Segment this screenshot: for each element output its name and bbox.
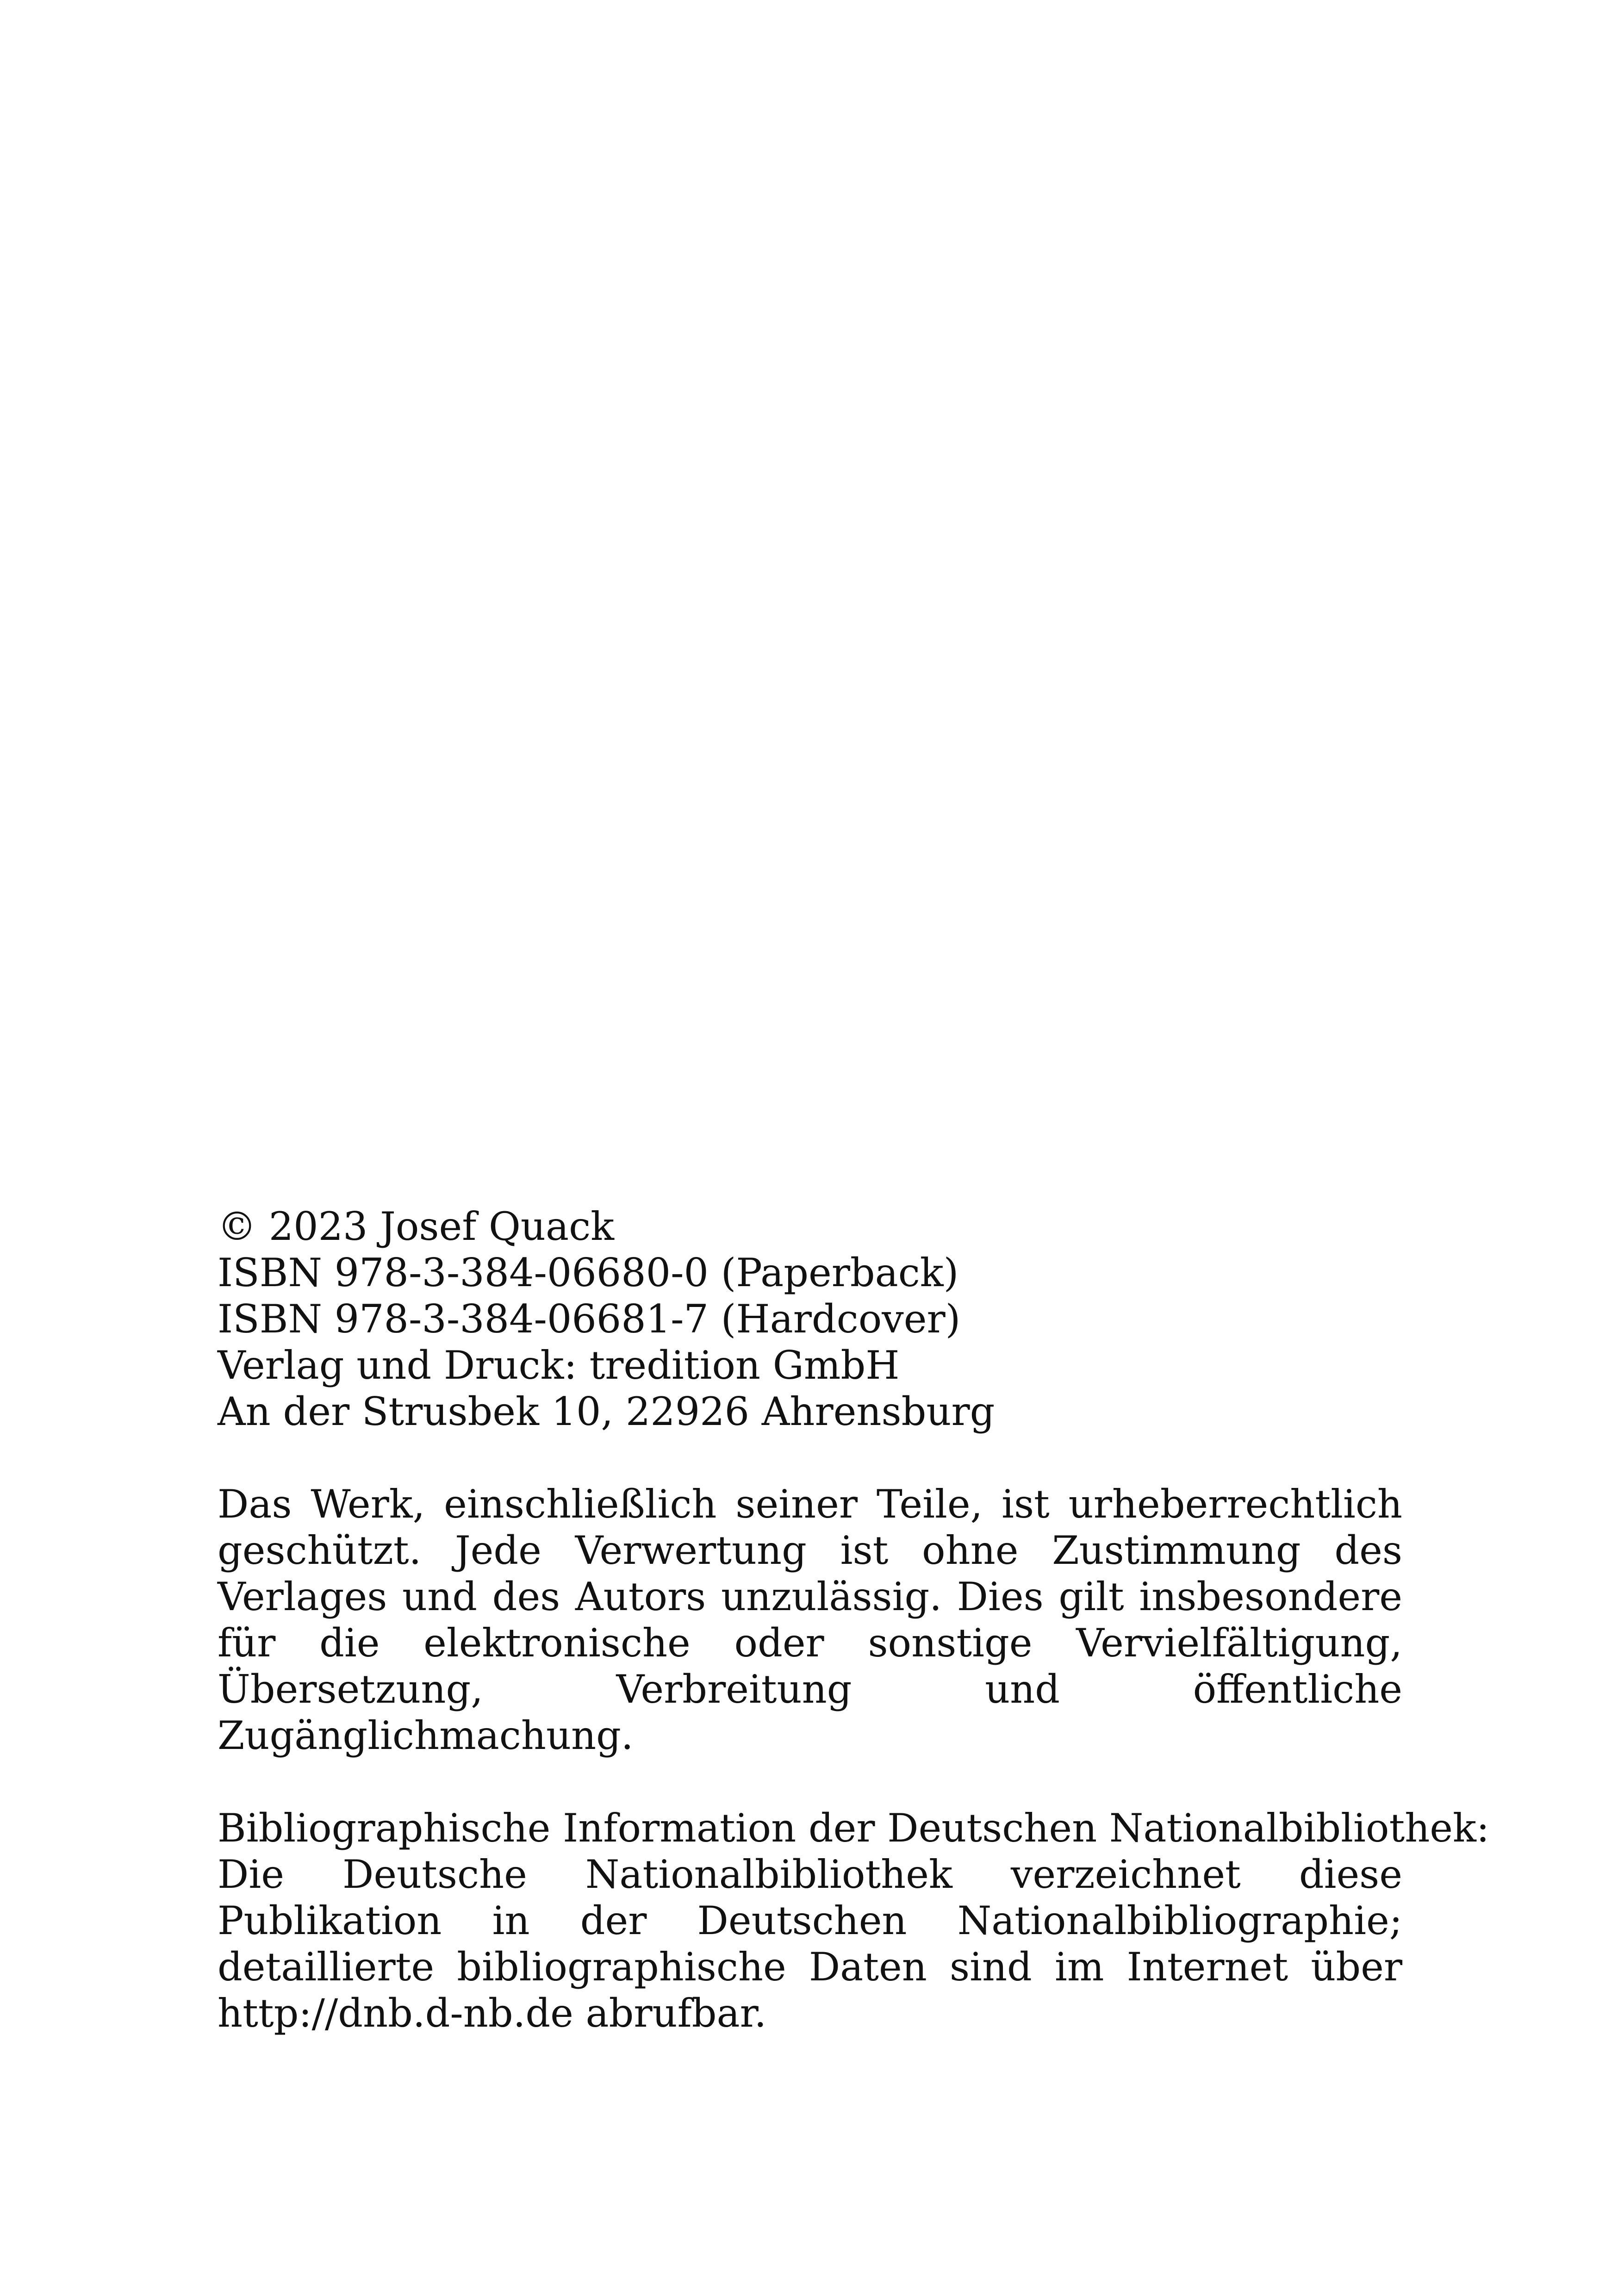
copyright-line: © 2023 Josef Quack <box>218 1204 615 1249</box>
publisher-address-line: An der Strusbek 10, 22926 Ahrensburg <box>218 1389 995 1434</box>
spacer <box>218 1435 1402 1481</box>
spacer <box>218 1759 1402 1805</box>
copyright-notice: Das Werk, einschließlich seiner Teile, ist urheberrechtlich geschützt. Jede Verwertung ist ohne Zustimmung des Verlages und des Autors unzulässig. Dies gilt insbesondere für die elektronische oder sonstige Vervielfältigung, Übersetzung, Verbreitung und öffentliche Zugänglichmachung. <box>218 1481 1402 1758</box>
isbn-hardcover-line: ISBN 978-3-384-06681-7 (Hardcover) <box>218 1296 961 1342</box>
bibliographic-heading: Bibliographische Information der Deutschen Nationalbibliothek: <box>218 1805 1490 1851</box>
bibliographic-text: Die Deutsche Nationalbibliothek verzeichnet diese Publikation in der Deutschen Nationalbibliographie; detaillierte bibliographische Daten sind im Internet über http://dnb.d-nb.de abrufbar. <box>218 1852 1402 2036</box>
imprint-block <box>218 1203 1490 2036</box>
isbn-paperback-line: ISBN 978-3-384-06680-0 (Paperback) <box>218 1250 959 1295</box>
publisher-line: Verlag und Druck: tredition GmbH <box>218 1343 900 1388</box>
